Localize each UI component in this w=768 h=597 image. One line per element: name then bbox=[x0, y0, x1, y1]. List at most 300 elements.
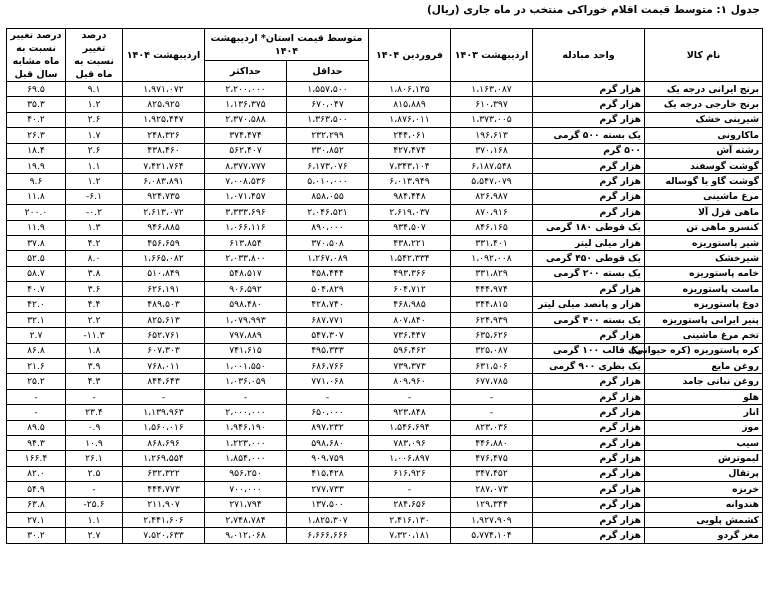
province-max-cell: ۷۹۷،۸۸۹ bbox=[205, 328, 287, 343]
price-ord-1404-cell: ۹۲۴،۷۳۵ bbox=[123, 189, 205, 204]
province-max-cell: ۵۹۸،۴۸۰ bbox=[205, 297, 287, 312]
change-prev-year-cell: ۲۱.۶ bbox=[7, 359, 66, 374]
province-min-cell: ۴۲۸،۷۴۰ bbox=[287, 297, 369, 312]
price-ord-1403-cell: ۱،۱۶۳،۰۸۷ bbox=[451, 82, 533, 97]
table-row bbox=[7, 405, 763, 420]
price-far-1404-cell: ۱،۵۴۲،۳۳۴ bbox=[369, 251, 451, 266]
price-far-1404-cell: ۲،۴۱۶،۱۳۰ bbox=[369, 512, 451, 527]
item-name-cell: کنسرو ماهی تن bbox=[645, 220, 763, 235]
unit-cell: هزار گرم bbox=[533, 420, 645, 435]
price-ord-1403-cell: ۵،۷۷۴،۱۰۴ bbox=[451, 528, 533, 543]
province-min-cell: ۲۳۲،۲۹۹ bbox=[287, 128, 369, 143]
price-ord-1404-cell: ۶۲۶،۱۹۱ bbox=[123, 282, 205, 297]
price-ord-1404-cell: ۸۴۴،۶۴۳ bbox=[123, 374, 205, 389]
province-max-cell: ۲،۰۰۰،۰۰۰ bbox=[205, 405, 287, 420]
price-far-1404-cell: ۸۰۹،۹۶۰ bbox=[369, 374, 451, 389]
province-max-cell: ۱،۲۲۳،۰۰۰ bbox=[205, 435, 287, 450]
province-min-cell: ۵۰۴،۸۲۹ bbox=[287, 282, 369, 297]
change-prev-year-cell: - bbox=[7, 389, 66, 404]
price-far-1404-cell: ۷۸۳،۰۹۶ bbox=[369, 435, 451, 450]
unit-cell: هزار گرم bbox=[533, 205, 645, 220]
change-prev-month-cell: ۱۰.۹ bbox=[66, 435, 123, 450]
unit-cell: یک بسته ۵۰۰ گرمی bbox=[533, 128, 645, 143]
price-ord-1404-cell: ۶۰۷،۳۰۳ bbox=[123, 343, 205, 358]
unit-cell: هزار و پانصد میلی لیتر bbox=[533, 297, 645, 312]
province-max-cell: ۸،۳۷۷،۷۷۷ bbox=[205, 158, 287, 173]
price-table bbox=[6, 28, 763, 544]
unit-cell: هزار گرم bbox=[533, 466, 645, 481]
price-far-1404-cell: ۹۸۴،۴۴۸ bbox=[369, 189, 451, 204]
table-row bbox=[7, 374, 763, 389]
price-ord-1403-cell: ۲۸۷،۰۷۳ bbox=[451, 482, 533, 497]
table-row bbox=[7, 128, 763, 143]
table-row bbox=[7, 312, 763, 327]
item-name-cell: کره پاستوریزه (کره حیوانی) bbox=[645, 343, 763, 358]
table-row bbox=[7, 205, 763, 220]
change-prev-year-cell: ۳۲.۱ bbox=[7, 312, 66, 327]
province-max-cell: ۲،۲۰۰،۰۰۰ bbox=[205, 82, 287, 97]
unit-cell: یک قالب ۱۰۰ گرمی bbox=[533, 343, 645, 358]
unit-cell: هزار گرم bbox=[533, 328, 645, 343]
change-prev-year-cell: ۵۸.۷ bbox=[7, 266, 66, 281]
change-prev-month-cell: -۶.۱ bbox=[66, 189, 123, 204]
price-ord-1403-cell: ۱۲۹،۳۴۴ bbox=[451, 497, 533, 512]
table-row bbox=[7, 420, 763, 435]
change-prev-year-cell: ۳۷.۸ bbox=[7, 235, 66, 250]
change-prev-month-cell: ۳.۹ bbox=[66, 359, 123, 374]
change-prev-year-cell: ۳۵.۳ bbox=[7, 97, 66, 112]
item-name-cell: کشمش پلویی bbox=[645, 512, 763, 527]
unit-cell: هزار گرم bbox=[533, 189, 645, 204]
price-ord-1404-cell: ۸۶۸،۶۹۶ bbox=[123, 435, 205, 450]
price-ord-1403-cell: ۸۷۰،۹۱۶ bbox=[451, 205, 533, 220]
change-prev-month-cell: - bbox=[66, 389, 123, 404]
province-max-cell: ۹،۰۱۲،۰۶۸ bbox=[205, 528, 287, 543]
price-ord-1403-cell: ۳۴۴،۸۱۵ bbox=[451, 297, 533, 312]
item-name-cell: ماهی قزل آلا bbox=[645, 205, 763, 220]
change-prev-year-cell: ۶۹.۵ bbox=[7, 82, 66, 97]
price-far-1404-cell: ۶۰۴،۷۱۲ bbox=[369, 282, 451, 297]
price-far-1404-cell: ۶۱۶،۹۲۶ bbox=[369, 466, 451, 481]
change-prev-month-cell: -۱۱.۳ bbox=[66, 328, 123, 343]
province-max-cell: ۲،۷۴۸،۷۸۴ bbox=[205, 512, 287, 527]
province-min-cell: - bbox=[287, 389, 369, 404]
price-ord-1404-cell: ۴۴۴،۷۷۳ bbox=[123, 482, 205, 497]
change-prev-month-cell: ۱.۳ bbox=[66, 220, 123, 235]
change-prev-year-cell: ۴۲.۰ bbox=[7, 297, 66, 312]
item-name-cell: ماست پاستوریزه bbox=[645, 282, 763, 297]
unit-cell: هزار گرم bbox=[533, 112, 645, 127]
header-farvardin-1404: فروردین ۱۴۰۴ bbox=[369, 29, 451, 82]
price-far-1404-cell: ۴۳۸،۲۲۱ bbox=[369, 235, 451, 250]
unit-cell: یک بطری ۹۰۰ گرمی bbox=[533, 359, 645, 374]
province-min-cell: ۶،۶۶۶،۶۶۶ bbox=[287, 528, 369, 543]
header-unit: واحد مبادله bbox=[533, 29, 645, 82]
item-name-cell: پنیر ایرانی پاستوریزه bbox=[645, 312, 763, 327]
unit-cell: هزار گرم bbox=[533, 482, 645, 497]
price-ord-1403-cell: ۱،۰۹۲،۰۰۸ bbox=[451, 251, 533, 266]
table-row bbox=[7, 282, 763, 297]
change-prev-month-cell: ۲.۲ bbox=[66, 312, 123, 327]
price-far-1404-cell: ۷۳۹،۳۷۳ bbox=[369, 359, 451, 374]
unit-cell: یک قوطی ۴۵۰ گرمی bbox=[533, 251, 645, 266]
table-row bbox=[7, 451, 763, 466]
table-row bbox=[7, 297, 763, 312]
province-min-cell: ۲۷۷،۷۳۳ bbox=[287, 482, 369, 497]
unit-cell: هزار گرم bbox=[533, 389, 645, 404]
change-prev-month-cell: ۹.۱ bbox=[66, 82, 123, 97]
price-far-1404-cell: ۱،۸۰۶،۱۳۵ bbox=[369, 82, 451, 97]
unit-cell: هزار گرم bbox=[533, 451, 645, 466]
price-ord-1404-cell: ۸۲۵،۶۱۳ bbox=[123, 312, 205, 327]
price-far-1404-cell: ۱،۵۴۶،۶۹۴ bbox=[369, 420, 451, 435]
price-far-1404-cell: ۶،۰۱۳،۹۴۹ bbox=[369, 174, 451, 189]
price-ord-1404-cell: ۲۱۱،۹۰۷ bbox=[123, 497, 205, 512]
change-prev-year-cell: ۱۸.۴ bbox=[7, 143, 66, 158]
province-max-cell: ۳۷۴،۴۷۴ bbox=[205, 128, 287, 143]
change-prev-month-cell: ۲.۷ bbox=[66, 528, 123, 543]
price-ord-1404-cell: ۶،۰۸۳،۸۹۱ bbox=[123, 174, 205, 189]
change-prev-year-cell: - bbox=[7, 405, 66, 420]
item-name-cell: رشته آش bbox=[645, 143, 763, 158]
price-ord-1403-cell: - bbox=[451, 405, 533, 420]
price-ord-1404-cell: ۴۸۹،۵۰۳ bbox=[123, 297, 205, 312]
province-min-cell: ۳۷۰،۵۰۸ bbox=[287, 235, 369, 250]
change-prev-month-cell: ۲.۶ bbox=[66, 112, 123, 127]
price-ord-1403-cell: ۸۲۶،۹۸۷ bbox=[451, 189, 533, 204]
change-prev-year-cell: ۹۴.۳ bbox=[7, 435, 66, 450]
change-prev-month-cell: ۴.۲ bbox=[66, 235, 123, 250]
price-far-1404-cell: ۸۰۷،۸۴۰ bbox=[369, 312, 451, 327]
price-far-1404-cell: ۷۳۶،۴۴۷ bbox=[369, 328, 451, 343]
price-ord-1404-cell: ۷،۴۲۱،۷۶۴ bbox=[123, 158, 205, 173]
province-max-cell: ۱،۰۷۹،۹۹۳ bbox=[205, 312, 287, 327]
province-min-cell: ۶۷۰،۰۴۷ bbox=[287, 97, 369, 112]
header-change-prev-month: درصد تغییر نسبت به ماه قبل bbox=[66, 29, 123, 82]
unit-cell: هزار گرم bbox=[533, 82, 645, 97]
price-ord-1404-cell: ۷۶۸،۰۱۱ bbox=[123, 359, 205, 374]
table-row bbox=[7, 112, 763, 127]
price-ord-1404-cell: ۴۳۸،۴۶۰ bbox=[123, 143, 205, 158]
table-row bbox=[7, 359, 763, 374]
table-row bbox=[7, 158, 763, 173]
item-name-cell: روغن مایع bbox=[645, 359, 763, 374]
item-name-cell: تخم مرغ ماشینی bbox=[645, 328, 763, 343]
change-prev-month-cell: ۳.۸ bbox=[66, 266, 123, 281]
province-max-cell: ۷۴۱،۶۱۵ bbox=[205, 343, 287, 358]
item-name-cell: پرتقال bbox=[645, 466, 763, 481]
price-ord-1403-cell: ۱،۳۷۳،۰۰۵ bbox=[451, 112, 533, 127]
unit-cell: هزار گرم bbox=[533, 282, 645, 297]
item-name-cell: موز bbox=[645, 420, 763, 435]
change-prev-year-cell: ۸۲.۰ bbox=[7, 466, 66, 481]
header-ordibehesht-1404: اردیبهشت ۱۴۰۴ bbox=[123, 29, 205, 82]
item-name-cell: سیب bbox=[645, 435, 763, 450]
change-prev-month-cell: ۱.۷ bbox=[66, 128, 123, 143]
table-row bbox=[7, 189, 763, 204]
price-ord-1404-cell: ۴۵۶،۶۵۹ bbox=[123, 235, 205, 250]
unit-cell: هزار گرم bbox=[533, 405, 645, 420]
change-prev-month-cell: ۱.۸ bbox=[66, 343, 123, 358]
unit-cell: هزار گرم bbox=[533, 97, 645, 112]
change-prev-month-cell: ۸.۰ bbox=[66, 251, 123, 266]
change-prev-month-cell: ۱.۱ bbox=[66, 158, 123, 173]
price-ord-1404-cell: ۹۴۶،۸۸۵ bbox=[123, 220, 205, 235]
price-ord-1403-cell: ۳۷۰،۱۶۸ bbox=[451, 143, 533, 158]
price-ord-1404-cell: ۱،۹۲۵،۴۴۷ bbox=[123, 112, 205, 127]
price-ord-1403-cell: ۳۳۱،۸۲۹ bbox=[451, 266, 533, 281]
province-max-cell: ۱،۰۳۶،۰۵۹ bbox=[205, 374, 287, 389]
province-min-cell: ۹۰۹،۷۵۹ bbox=[287, 451, 369, 466]
change-prev-year-cell: ۲.۷ bbox=[7, 328, 66, 343]
province-min-cell: ۱،۵۵۷،۵۰۰ bbox=[287, 82, 369, 97]
table-row bbox=[7, 435, 763, 450]
province-min-cell: ۲،۰۴۶،۵۲۱ bbox=[287, 205, 369, 220]
province-max-cell: ۲،۰۳۳،۸۰۰ bbox=[205, 251, 287, 266]
price-ord-1404-cell: ۱،۹۷۱،۰۷۲ bbox=[123, 82, 205, 97]
change-prev-year-cell: ۸۶.۸ bbox=[7, 343, 66, 358]
price-ord-1404-cell: ۲۴۸،۳۲۶ bbox=[123, 128, 205, 143]
item-name-cell: دوغ پاستوریزه bbox=[645, 297, 763, 312]
change-prev-year-cell: ۴۰.۲ bbox=[7, 112, 66, 127]
unit-cell: هزار گرم bbox=[533, 528, 645, 543]
price-ord-1403-cell: ۴۷۶،۴۷۵ bbox=[451, 451, 533, 466]
price-ord-1403-cell: ۱۹۶،۶۱۳ bbox=[451, 128, 533, 143]
province-max-cell: ۵۴۸،۵۱۷ bbox=[205, 266, 287, 281]
province-max-cell: ۲،۳۷۰،۵۸۸ bbox=[205, 112, 287, 127]
item-name-cell: مغز گردو bbox=[645, 528, 763, 543]
change-prev-year-cell: ۸۹.۵ bbox=[7, 420, 66, 435]
unit-cell: ۵۰۰ گرم bbox=[533, 143, 645, 158]
change-prev-month-cell: ۱.۲ bbox=[66, 174, 123, 189]
unit-cell: هزار گرم bbox=[533, 512, 645, 527]
price-far-1404-cell: ۲۸۴،۶۵۶ bbox=[369, 497, 451, 512]
change-prev-month-cell: ۰.۹ bbox=[66, 420, 123, 435]
change-prev-year-cell: ۲۷.۱ bbox=[7, 512, 66, 527]
table-row bbox=[7, 466, 763, 481]
price-ord-1404-cell: ۱،۱۳۹،۹۶۳ bbox=[123, 405, 205, 420]
price-ord-1403-cell: ۶۱۰،۳۹۷ bbox=[451, 97, 533, 112]
province-min-cell: ۶۸۷،۷۷۱ bbox=[287, 312, 369, 327]
table-row bbox=[7, 512, 763, 527]
price-far-1404-cell: ۲۴۴،۰۶۱ bbox=[369, 128, 451, 143]
change-prev-year-cell: ۴۰.۷ bbox=[7, 282, 66, 297]
price-ord-1403-cell: ۱،۹۲۷،۹۰۹ bbox=[451, 512, 533, 527]
price-ord-1403-cell: ۶۳۵،۶۲۶ bbox=[451, 328, 533, 343]
province-max-cell: ۱،۰۰۱،۵۵۰ bbox=[205, 359, 287, 374]
province-min-cell: ۱،۳۶۳،۵۰۰ bbox=[287, 112, 369, 127]
price-ord-1404-cell: ۱،۵۶۰،۰۱۶ bbox=[123, 420, 205, 435]
change-prev-year-cell: ۱۱.۹ bbox=[7, 220, 66, 235]
price-ord-1404-cell: ۱،۲۶۹،۵۵۴ bbox=[123, 451, 205, 466]
province-max-cell: ۷۰۰،۰۰۰ bbox=[205, 482, 287, 497]
change-prev-month-cell: ۲.۵ bbox=[66, 466, 123, 481]
item-name-cell: شیرینی خشک bbox=[645, 112, 763, 127]
unit-cell: هزار گرم bbox=[533, 374, 645, 389]
province-min-cell: ۴۱۵،۴۲۸ bbox=[287, 466, 369, 481]
item-name-cell: خربزه bbox=[645, 482, 763, 497]
price-ord-1403-cell: ۴۴۴،۹۷۴ bbox=[451, 282, 533, 297]
change-prev-year-cell: ۱۹.۹ bbox=[7, 158, 66, 173]
item-name-cell: شیر پاستوریزه bbox=[645, 235, 763, 250]
price-far-1404-cell: ۵۹۶،۴۶۲ bbox=[369, 343, 451, 358]
change-prev-year-cell: ۲۰۰.۰ bbox=[7, 205, 66, 220]
price-ord-1404-cell: ۲،۶۱۳،۰۷۲ bbox=[123, 205, 205, 220]
price-ord-1403-cell: ۶۲۴،۹۳۹ bbox=[451, 312, 533, 327]
price-ord-1403-cell: ۳۳۱،۴۰۱ bbox=[451, 235, 533, 250]
province-min-cell: ۴۹۵،۳۳۳ bbox=[287, 343, 369, 358]
price-far-1404-cell: ۲،۶۱۹،۰۳۷ bbox=[369, 205, 451, 220]
province-min-cell: ۴۵۸،۴۴۴ bbox=[287, 266, 369, 281]
header-ordibehesht-1403: اردیبهشت ۱۴۰۳ bbox=[451, 29, 533, 82]
item-name-cell: لیموترش bbox=[645, 451, 763, 466]
unit-cell: هزار گرم bbox=[533, 158, 645, 173]
province-min-cell: ۷۷۱،۰۶۸ bbox=[287, 374, 369, 389]
item-name-cell: هلو bbox=[645, 389, 763, 404]
change-prev-month-cell: ۴.۳ bbox=[66, 374, 123, 389]
change-prev-year-cell: ۶۳.۸ bbox=[7, 497, 66, 512]
price-far-1404-cell: ۷،۳۴۳،۱۰۴ bbox=[369, 158, 451, 173]
price-far-1404-cell: ۱،۸۷۶،۰۱۱ bbox=[369, 112, 451, 127]
province-min-cell: ۶۵۰،۰۰۰ bbox=[287, 405, 369, 420]
price-far-1404-cell: ۴۲۷،۴۷۴ bbox=[369, 143, 451, 158]
table-row bbox=[7, 143, 763, 158]
change-prev-year-cell: ۱۱.۸ bbox=[7, 189, 66, 204]
table-row bbox=[7, 220, 763, 235]
province-max-cell: ۱،۰۷۱،۴۵۷ bbox=[205, 189, 287, 204]
province-max-cell: ۳،۳۳۳،۶۹۶ bbox=[205, 205, 287, 220]
province-max-cell: ۲۷۱،۷۹۴ bbox=[205, 497, 287, 512]
price-ord-1403-cell: ۸۴۶،۱۶۵ bbox=[451, 220, 533, 235]
price-ord-1403-cell: ۳۲۵،۰۸۷ bbox=[451, 343, 533, 358]
header-max: حداکثر bbox=[205, 61, 287, 82]
price-far-1404-cell: ۹۳۴،۵۰۷ bbox=[369, 220, 451, 235]
item-name-cell: روغن نباتی جامد bbox=[645, 374, 763, 389]
province-min-cell: ۸۵۸،۰۵۵ bbox=[287, 189, 369, 204]
price-far-1404-cell: - bbox=[369, 389, 451, 404]
header-item-name: نام کالا bbox=[645, 29, 763, 82]
province-max-cell: ۹۰۶،۵۹۲ bbox=[205, 282, 287, 297]
price-ord-1404-cell: ۸۲۵،۹۲۵ bbox=[123, 97, 205, 112]
price-ord-1403-cell: ۶۳۱،۵۰۶ bbox=[451, 359, 533, 374]
unit-cell: هزار گرم bbox=[533, 174, 645, 189]
province-max-cell: ۱،۸۵۴،۰۰۰ bbox=[205, 451, 287, 466]
table-row bbox=[7, 174, 763, 189]
province-max-cell: ۶۱۳،۸۵۴ bbox=[205, 235, 287, 250]
change-prev-month-cell: - bbox=[66, 482, 123, 497]
table-row bbox=[7, 528, 763, 543]
table-row bbox=[7, 328, 763, 343]
price-ord-1404-cell: ۱،۶۶۵،۰۸۲ bbox=[123, 251, 205, 266]
change-prev-month-cell: ۲.۶ bbox=[66, 143, 123, 158]
province-max-cell: ۵۶۲،۴۰۷ bbox=[205, 143, 287, 158]
price-ord-1403-cell: - bbox=[451, 389, 533, 404]
table-row bbox=[7, 82, 763, 97]
province-max-cell: ۱،۹۴۶،۱۹۰ bbox=[205, 420, 287, 435]
province-max-cell: ۱،۰۶۶،۱۱۶ bbox=[205, 220, 287, 235]
change-prev-month-cell: -۲۵.۶ bbox=[66, 497, 123, 512]
price-far-1404-cell: ۷،۳۲۰،۱۸۱ bbox=[369, 528, 451, 543]
header-min: حداقل bbox=[287, 61, 369, 82]
price-ord-1403-cell: ۸۲۳،۰۳۶ bbox=[451, 420, 533, 435]
province-min-cell: ۶،۱۷۳،۰۷۶ bbox=[287, 158, 369, 173]
item-name-cell: ماکارونی bbox=[645, 128, 763, 143]
table-row bbox=[7, 266, 763, 281]
price-ord-1403-cell: ۵،۵۴۷،۰۷۹ bbox=[451, 174, 533, 189]
table-row bbox=[7, 97, 763, 112]
change-prev-month-cell: ۱.۱ bbox=[66, 512, 123, 527]
unit-cell: هزار میلی لیتر bbox=[533, 235, 645, 250]
change-prev-month-cell: -۰.۲ bbox=[66, 205, 123, 220]
price-ord-1404-cell: ۶۵۲،۷۶۱ bbox=[123, 328, 205, 343]
change-prev-month-cell: ۴.۴ bbox=[66, 297, 123, 312]
change-prev-year-cell: ۳۰.۲ bbox=[7, 528, 66, 543]
province-min-cell: ۵،۰۱۰،۰۰۰ bbox=[287, 174, 369, 189]
province-min-cell: ۳۳۰،۸۵۲ bbox=[287, 143, 369, 158]
item-name-cell: خامه پاستوریزه bbox=[645, 266, 763, 281]
unit-cell: یک بسته ۴۰۰ گرمی bbox=[533, 312, 645, 327]
item-name-cell: برنج ایرانی درجه یک bbox=[645, 82, 763, 97]
item-name-cell: هندوانه bbox=[645, 497, 763, 512]
province-max-cell: ۷،۰۰۸،۵۳۶ bbox=[205, 174, 287, 189]
header-province-avg: متوسط قیمت استان* اردیبهشت ۱۴۰۴ bbox=[205, 29, 369, 61]
unit-cell: یک قوطی ۱۸۰ گرمی bbox=[533, 220, 645, 235]
item-name-cell: برنج خارجی درجه یک bbox=[645, 97, 763, 112]
item-name-cell: گوشت گاو یا گوساله bbox=[645, 174, 763, 189]
price-far-1404-cell: ۴۹۳،۳۶۶ bbox=[369, 266, 451, 281]
change-prev-year-cell: ۲۶.۳ bbox=[7, 128, 66, 143]
change-prev-month-cell: ۱.۲ bbox=[66, 97, 123, 112]
price-far-1404-cell: ۴۶۸،۹۸۵ bbox=[369, 297, 451, 312]
change-prev-month-cell: ۳.۶ bbox=[66, 282, 123, 297]
province-min-cell: ۵۹۸،۶۸۰ bbox=[287, 435, 369, 450]
price-ord-1403-cell: ۶۷۷،۷۸۵ bbox=[451, 374, 533, 389]
province-min-cell: ۱،۲۶۷،۰۸۹ bbox=[287, 251, 369, 266]
table-row bbox=[7, 497, 763, 512]
province-min-cell: ۵۴۷،۳۰۷ bbox=[287, 328, 369, 343]
price-ord-1404-cell: ۷،۵۲۰،۶۳۳ bbox=[123, 528, 205, 543]
price-ord-1403-cell: ۶،۱۸۷،۵۴۸ bbox=[451, 158, 533, 173]
province-min-cell: ۸۹۰،۰۰۰ bbox=[287, 220, 369, 235]
price-far-1404-cell: - bbox=[369, 482, 451, 497]
province-max-cell: ۹۵۶،۲۵۰ bbox=[205, 466, 287, 481]
price-ord-1403-cell: ۳۴۷،۴۵۲ bbox=[451, 466, 533, 481]
province-min-cell: ۱۳۷،۵۰۰ bbox=[287, 497, 369, 512]
table-caption: جدول ۱: متوسط قیمت اقلام خوراکی منتخب در ماه جاری (ریال) bbox=[426, 4, 760, 16]
province-max-cell: - bbox=[205, 389, 287, 404]
table-row bbox=[7, 251, 763, 266]
change-prev-year-cell: ۵۴.۹ bbox=[7, 482, 66, 497]
table-row bbox=[7, 389, 763, 404]
unit-cell: یک بسته ۲۰۰ گرمی bbox=[533, 266, 645, 281]
table-row bbox=[7, 482, 763, 497]
unit-cell: هزار گرم bbox=[533, 497, 645, 512]
price-ord-1404-cell: ۲،۴۴۱،۶۰۶ bbox=[123, 512, 205, 527]
item-name-cell: شیرخشک bbox=[645, 251, 763, 266]
table-row bbox=[7, 343, 763, 358]
table-row bbox=[7, 235, 763, 250]
price-ord-1404-cell: - bbox=[123, 389, 205, 404]
item-name-cell: انار bbox=[645, 405, 763, 420]
price-far-1404-cell: ۹۲۳،۸۴۸ bbox=[369, 405, 451, 420]
province-min-cell: ۱،۸۲۵،۳۰۷ bbox=[287, 512, 369, 527]
province-max-cell: ۱،۱۳۶،۳۷۵ bbox=[205, 97, 287, 112]
change-prev-month-cell: ۲۶.۱ bbox=[66, 451, 123, 466]
change-prev-year-cell: ۵۲.۵ bbox=[7, 251, 66, 266]
change-prev-month-cell: ۲۳.۴ bbox=[66, 405, 123, 420]
price-far-1404-cell: ۱،۰۰۶،۸۹۷ bbox=[369, 451, 451, 466]
header-change-prev-year: درصد تغییر نسبت به ماه مشابه سال قبل bbox=[7, 29, 66, 82]
